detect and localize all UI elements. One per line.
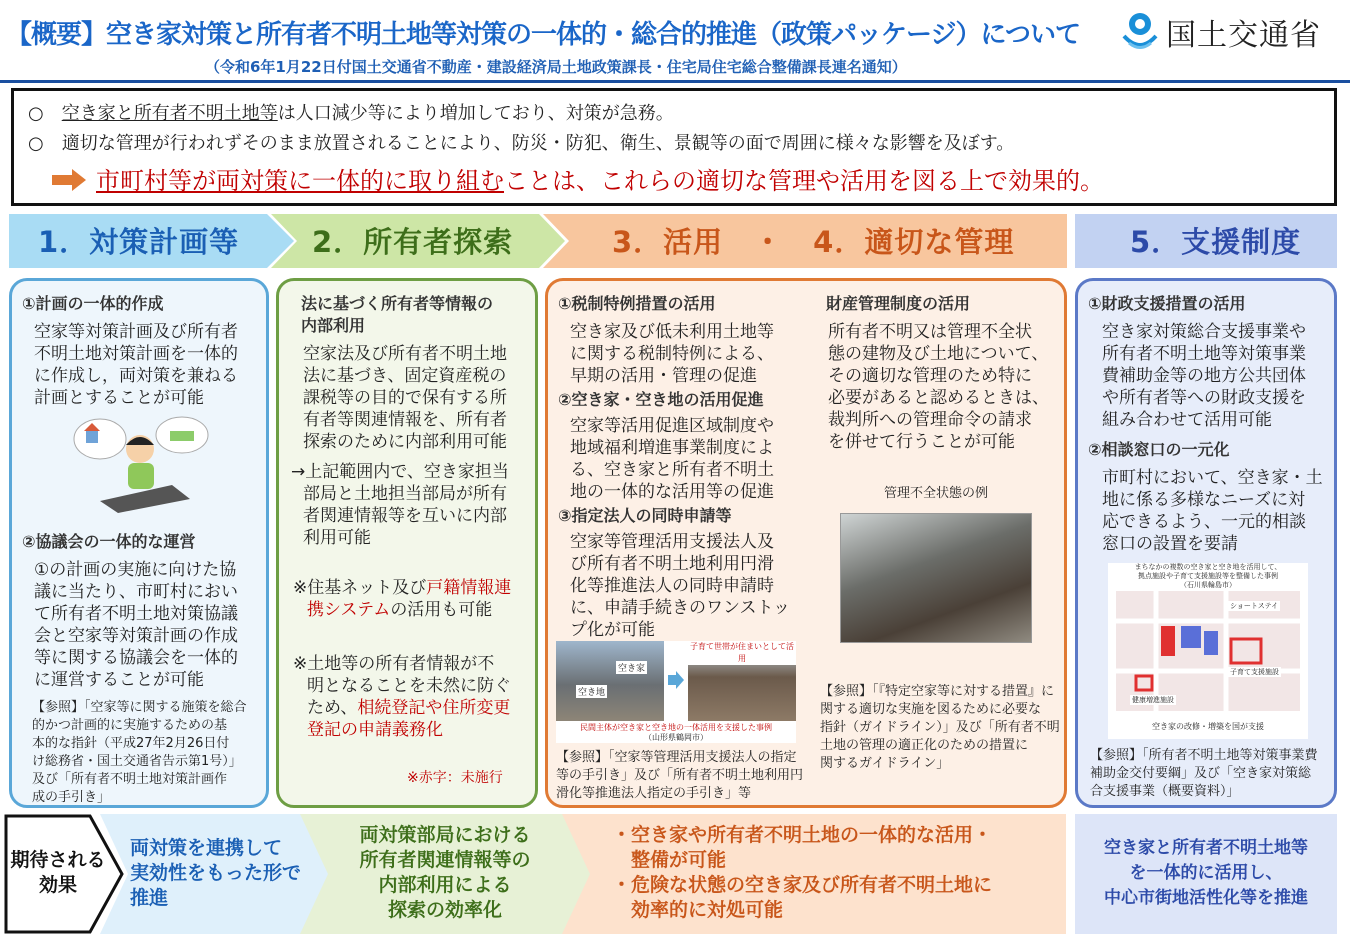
c5-ref: 【参照】「所有者不明土地等対策事業費 (1090, 748, 1318, 763)
c1-text-2: 議に当たり、市町村におい (34, 582, 238, 602)
header-5: 5．支援制度 (1130, 224, 1302, 259)
footer-effect-3: ・空き家や所有者不明土地の一体的な活用・ 整備が可能 ・危険な状態の空き家及び所有者不明土地に 効率的に対処可能 (612, 824, 993, 921)
c4-text: を併せて行うことが可能 (828, 432, 1015, 452)
photo-caption-place: （山形県鶴岡市） (644, 733, 708, 742)
map-caption: まちなかの複数の空き家と空き地を活用して、 (1134, 563, 1282, 571)
c3-text-2: 地域福利増進事業制度によ (570, 438, 774, 458)
c3-text-2: 地の一体的な活用等の促進 (570, 482, 774, 502)
c1-ref: 的かつ計画的に実施するための基 (32, 718, 228, 733)
c3-text-3: プ化が可能 (570, 620, 655, 640)
c4-text: 態の建物及び土地について、 (828, 344, 1049, 364)
c5-text-2: 応できるよう、一元的相談 (1102, 512, 1306, 532)
c3-text-3: 空家等管理活用支援法人及 (570, 532, 774, 552)
arrow-right-icon (668, 671, 684, 689)
c4-text: その適切な管理のため特に (828, 366, 1032, 386)
c4-ref: 土地の管理の適正化のための措置に (820, 738, 1029, 753)
c1-text-2: 等に関する協議会を一体的 (34, 648, 238, 668)
c5-ref: 補助金交付要綱」及び「空き家対策総 (1090, 766, 1312, 781)
c4-ref: 関するガイドライン」 (820, 756, 950, 771)
c5-heading-1: ①財政支援措置の活用 (1088, 294, 1246, 313)
c2-heading-1: 法に基づく所有者等情報の (301, 294, 494, 313)
header-divider (0, 80, 1350, 83)
c1-text-1: 不明土地対策計画を一体的 (34, 344, 238, 364)
c3-text-1: 空き家及び低未利用土地等 (570, 322, 774, 342)
photo-tag-house: 空き家 (616, 661, 647, 674)
c2-text-1: 法に基づき、固定資産税の (303, 366, 507, 386)
c2-note-2: 明となることを未然に防ぐ (307, 676, 511, 696)
c3-ref: 【参照】「空家等管理活用支援法人の指定 (556, 750, 797, 765)
c4-text: 裁判所への管理命令の請求 (828, 410, 1032, 430)
c5-heading-2: ②相談窓口の一元化 (1088, 440, 1230, 459)
header-1: 1．対策計画等 (38, 224, 240, 259)
c5-text-1: 費補助金等の地方公共団体 (1102, 366, 1306, 386)
c5-ref: 合支援事業（概要資料）」 (1090, 784, 1240, 799)
footer-effect-1: 両対策を連携して 実効性をもった形で 推進 (130, 836, 302, 909)
c1-text-2: に運営することが可能 (34, 670, 204, 690)
use-example-photo (556, 641, 796, 743)
mlit-logo (1120, 8, 1345, 56)
c2-heading-1: 内部利用 (301, 316, 366, 335)
person-tablet-illustration (72, 413, 212, 513)
footer-label: 期待される 効果 (10, 849, 106, 896)
c1-text-2: ①の計画の実施に向けた協 (34, 560, 237, 580)
card-owner-search (276, 278, 538, 808)
c3-heading-1: ①税制特例措置の活用 (558, 294, 716, 313)
logo-text: 国土交通省 (1166, 18, 1321, 53)
c4-text: 所有者不明又は管理不全状 (828, 322, 1032, 342)
c2-text-1: 探索のために内部利用可能 (303, 432, 507, 452)
c4-text: 必要があると認めるときは、 (828, 388, 1049, 408)
c5-text-2: 窓口の設置を要請 (1102, 534, 1238, 554)
c2-text-1: 課税等の目的で保有する所 (303, 388, 507, 408)
header-2: 2．所有者探索 (312, 224, 514, 259)
header-3: 3．活用 ・ 4．適切な管理 (612, 224, 1015, 259)
c1-text-1: 空家等対策計画及び所有者 (34, 322, 238, 342)
c3-text-3: に、申請手続きのワンストッ (570, 598, 790, 618)
c1-heading-1: ①計画の一体的作成 (22, 294, 164, 313)
c3-heading-2: ②空き家・空き地の活用促進 (558, 390, 764, 409)
c3-text-3: 化等推進法人の同時申請時 (570, 576, 774, 596)
c2-note-1b: 携システムの活用も可能 (307, 600, 493, 620)
map-bottom-label: 空き家の改修・増築を国が支援 (1108, 721, 1308, 732)
c5-text-2: 市町村において、空き家・土 (1102, 468, 1323, 488)
before-photo (556, 641, 664, 721)
c1-text-1: に作成し，両対策を兼ねる (34, 366, 238, 386)
map-label: 子育て支援施設 (1230, 668, 1279, 676)
c1-ref: 本的な指針（平成27年2月26日付 (32, 736, 230, 751)
c2-legend: ※赤字：未施行 (407, 770, 503, 786)
c4-heading: 財産管理制度の活用 (826, 294, 971, 313)
c1-ref: 及び「所有者不明土地対策計画作 (32, 772, 228, 787)
c2-note-2: 登記の申請義務化 (307, 720, 443, 740)
map-example (1108, 563, 1308, 739)
c2-note-2: ため、相続登記や住所変更 (307, 698, 511, 718)
c2-text-2: 部局と土地担当部局が所有 (303, 484, 507, 504)
c1-text-2: て所有者不明土地対策協議 (34, 604, 238, 624)
c2-note-2: ※土地等の所有者情報が不 (293, 654, 495, 674)
footer-effect-5: 空き家と所有者不明土地等 を一体的に活用し、 中心市街地活性化等を推進 (1104, 837, 1308, 908)
c4-ref: 【参照】「『特定空家等に対する措置』に (820, 684, 1055, 699)
photo-tag-land: 空き地 (576, 685, 607, 698)
c3-text-1: 早期の活用・管理の促進 (570, 366, 757, 386)
c5-text-1: 空き家対策総合支援事業や (1102, 322, 1306, 342)
intro-bullet-1: ○ 空き家と所有者不明土地等は人口減少等により増加しており、対策が急務。 (28, 103, 674, 124)
map-caption: 拠点施設や子育て支援施設等を整備した事例 (1138, 572, 1278, 580)
c3-text-2: 空家等活用促進区域制度や (570, 416, 774, 436)
card-support (1075, 278, 1337, 808)
c3-heading-3: ③指定法人の同時申請等 (558, 506, 732, 525)
arrow-right-icon (52, 169, 86, 191)
c4-ref: 関する適切な実施を図るために必要な (820, 702, 1042, 717)
c5-text-2: 地に係る多様なニーズに対 (1102, 490, 1306, 510)
c3-ref: 滑化等推進法人指定の手引き」等 (556, 786, 752, 801)
c2-text-2: →上記範囲内で、空き家担当 (291, 462, 509, 482)
c3-text-1: に関する税制特例による、 (570, 344, 774, 364)
map-caption: （石川県輪島市） (1180, 581, 1236, 589)
c1-heading-2: ②協議会の一体的な運営 (22, 532, 196, 551)
photo-caption: 民間主体が空き家と空き地の一体活用を支援した事例 (580, 723, 772, 732)
map-label: 健康増進施設 (1132, 696, 1174, 704)
c5-text-1: や所有者等への財政支援を (1102, 388, 1306, 408)
c1-text-1: 計画とすることが可能 (34, 388, 204, 408)
c3-text-2: る、空き家と所有者不明土 (570, 460, 774, 480)
map-label: ショートステイ (1230, 602, 1279, 610)
c2-text-2: 者関連情報等を互いに内部 (303, 506, 507, 526)
intro-box (11, 88, 1337, 206)
c1-text-2: 会と空家等対策計画の作成 (34, 626, 238, 646)
page-title: 【概要】空き家対策と所有者不明土地等対策の一体的・総合的推進（政策パッケージ）について (6, 20, 1080, 50)
card-plan (9, 278, 269, 808)
c5-text-1: 組み合わせて活用可能 (1102, 410, 1272, 430)
intro-conclusion: 市町村等が両対策に一体的に取り組むことは、これらの適切な管理や活用を図る上で効果的。 (52, 161, 1104, 196)
card-use-management (545, 278, 1067, 808)
c2-note-1: ※住基ネット及び戸籍情報連 (293, 578, 512, 598)
after-photo-label: 子育て世帯が住まいとして活用 (690, 642, 794, 663)
c3-text-3: び所有者不明土地利用円滑 (570, 554, 774, 574)
footer-effect-2: 両対策部局における 所有者関連情報等の 内部利用による 探索の効率化 (359, 824, 531, 921)
intro-bullet-2: ○ 適切な管理が行われずそのまま放置されることにより、防災・防犯、衛生、景観等の面で周囲に様々な影響を及ぼす。 (28, 133, 1015, 154)
c2-text-1: 空家法及び所有者不明土地 (303, 344, 507, 364)
c4-ref: 指針（ガイドライン）」及び「所有者不明 (820, 720, 1060, 735)
c2-text-1: 有者等関連情報を、所有者 (303, 410, 507, 430)
mlit-emblem-icon (1120, 10, 1160, 54)
neglected-house-photo (840, 513, 1032, 643)
c5-text-1: 所有者不明土地等対策事業 (1102, 344, 1306, 364)
c3-ref: 等の手引き」及び「所有者不明土地利用円 (556, 768, 804, 783)
c4-photo-caption: 管理不全状態の例 (884, 486, 989, 501)
c1-ref: 【参照】「空家等に関する施策を総合 (32, 700, 247, 715)
c2-text-2: 利用可能 (303, 528, 371, 548)
c1-ref: け総務省・国土交通省告示第1号）」 (32, 754, 242, 769)
page-subtitle: （令和6年1月22日付国土交通省不動産・建設経済局土地政策課長・住宅局住宅総合整備課長連名通知） (205, 58, 907, 76)
c1-ref: 成の手引き」 (32, 790, 111, 805)
